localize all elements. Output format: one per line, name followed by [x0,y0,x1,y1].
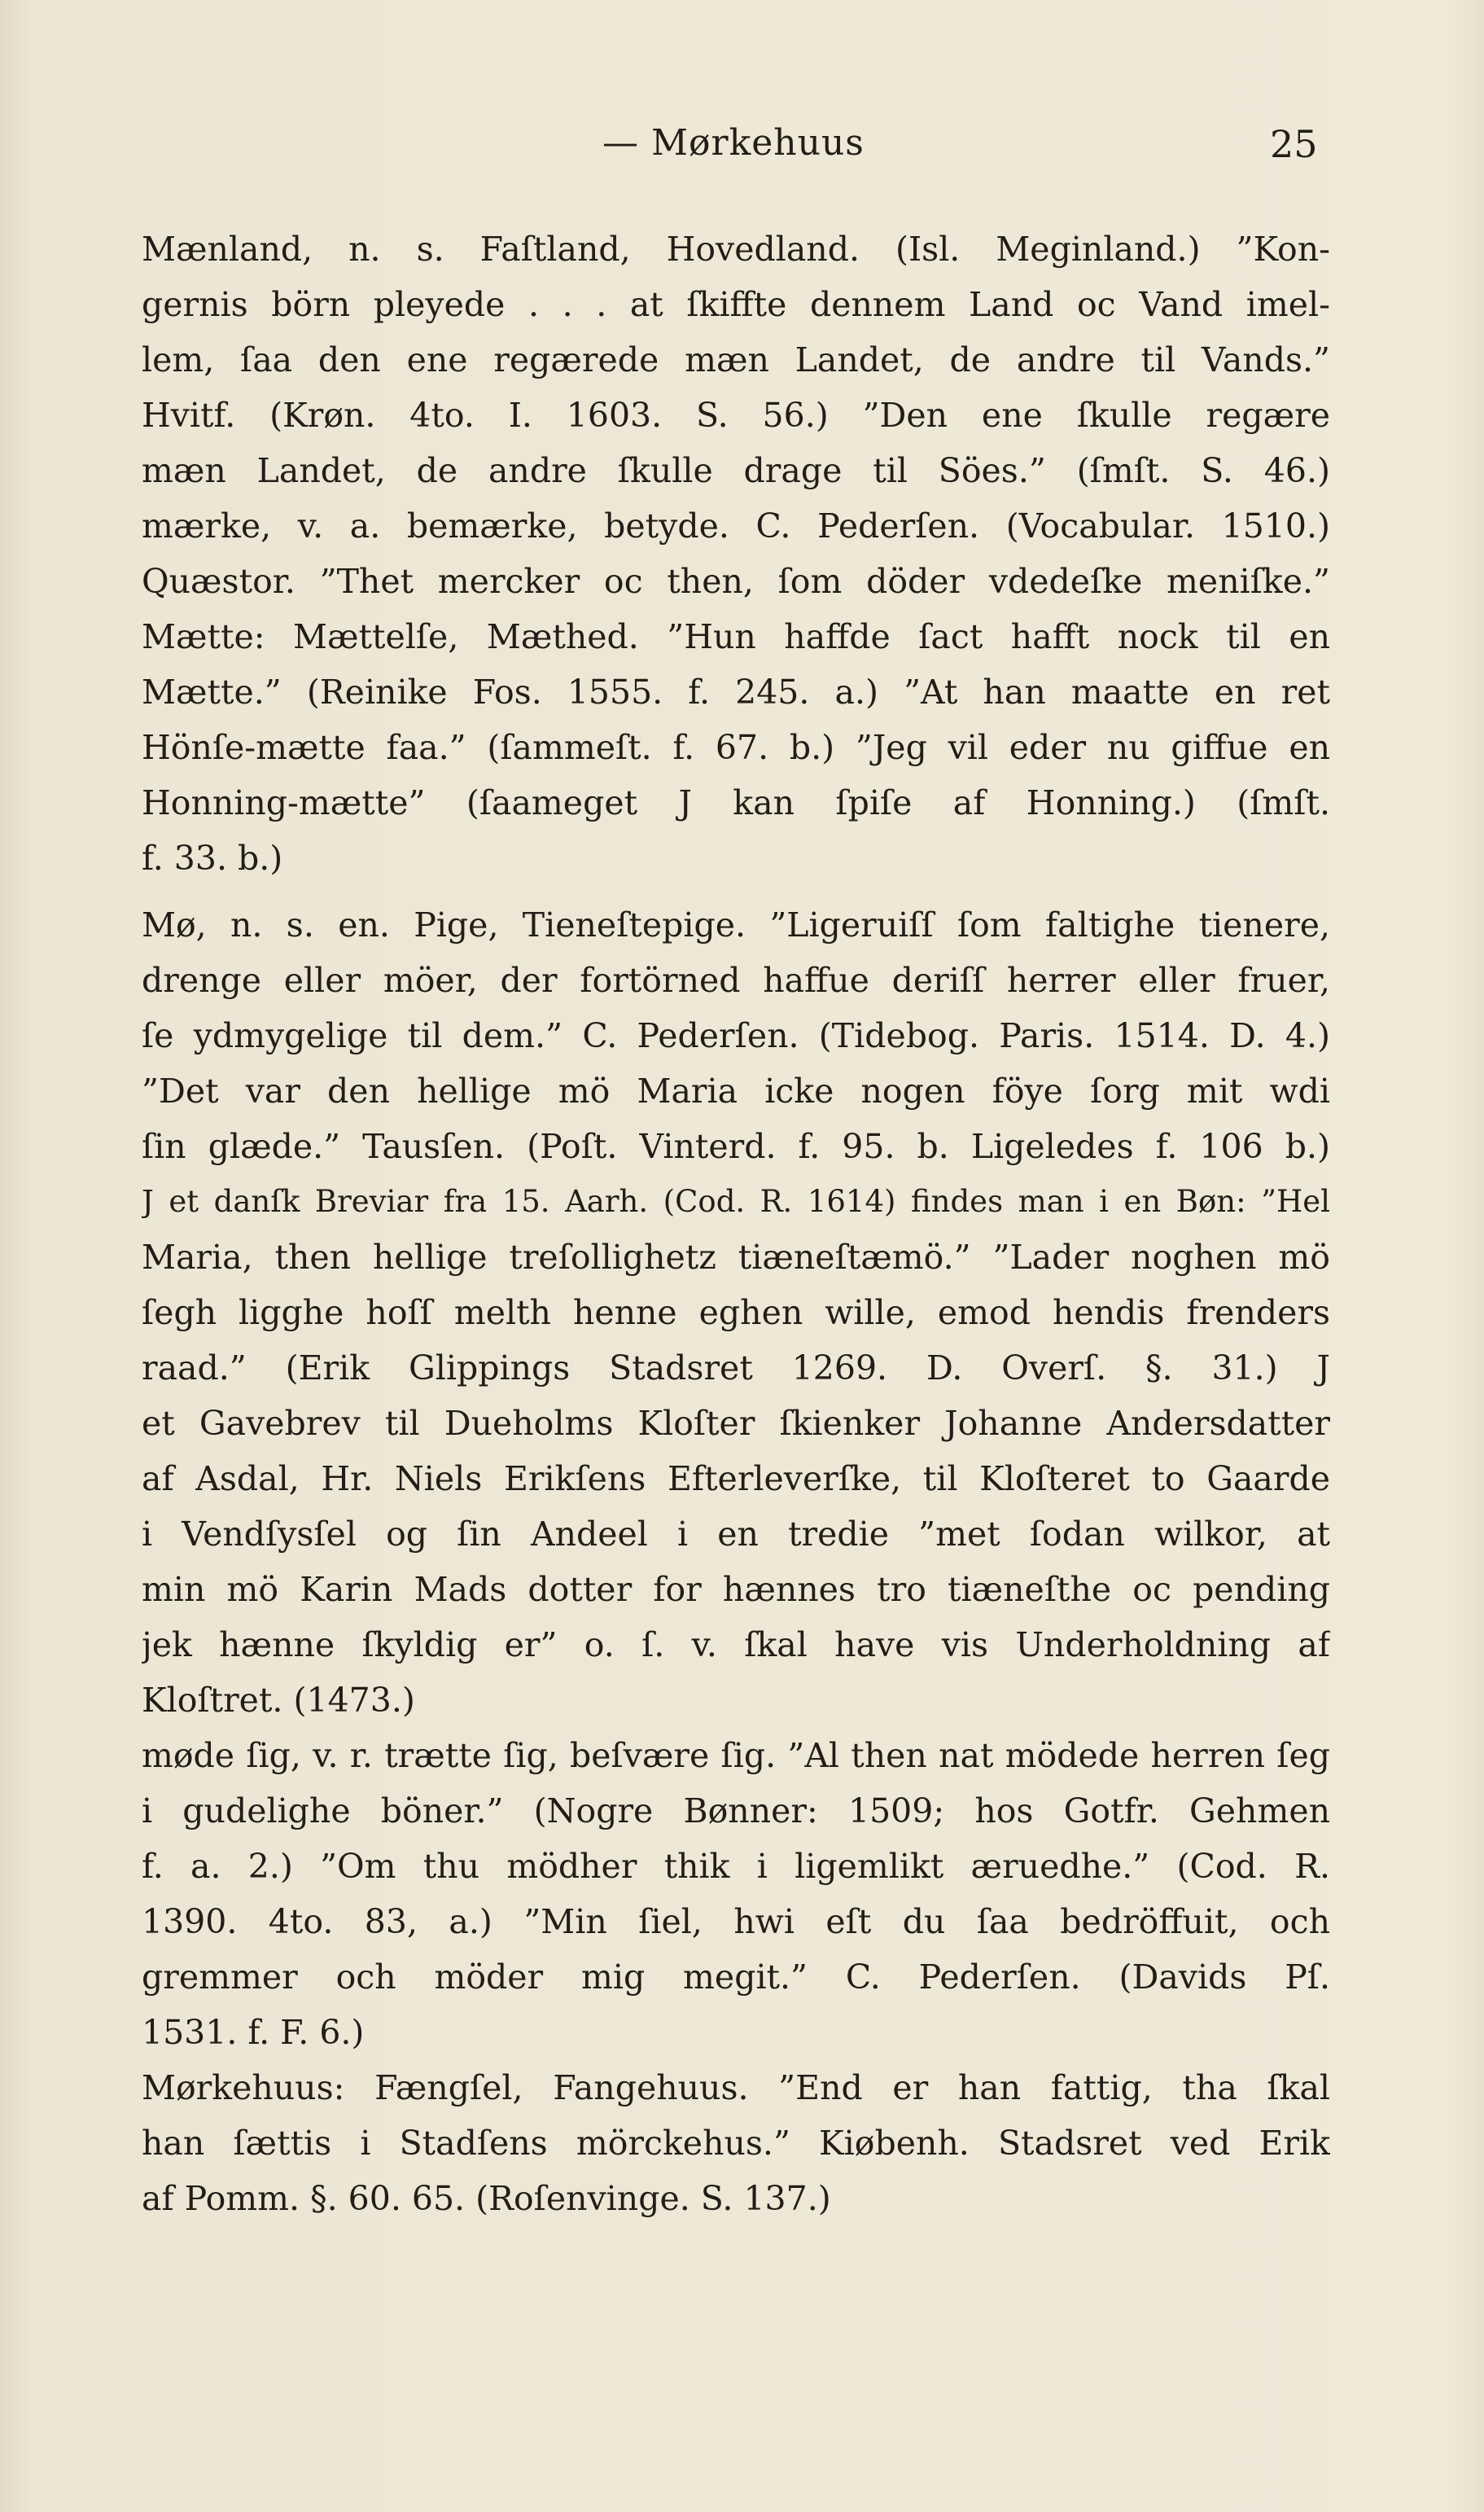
text-line: 1390. 4to. 83, a.) ”Min ſiel, hwi eſt du ſaa bedröffuit, och [142,1902,1330,1941]
running-head: — Mørkehuus [602,122,865,164]
text-line: lem, ſaa den ene regærede mæn Landet, de andre til Vands.” [142,340,1330,379]
text-line: ſe ydmygelige til dem.” C. Pederſen. (Tidebog. Paris. 1514. D. 4.) [142,1016,1330,1055]
text-line: Mænland, n. s. Faſtland, Hovedland. (Isl. Meginland.) ”Kon- [142,230,1330,269]
text-line: Kloſtret. (1473.) [142,1681,415,1720]
text-line: ”Det var den hellige mö Maria icke nogen föye ſorg mit wdi [142,1072,1330,1111]
text-line: af Asdal, Hr. Niels Erikſens Efterleverſke, til Kloſteret to Gaarde [142,1459,1330,1498]
text-line: i Vendſysſel og ſin Andeel i en tredie ”met ſodan wilkor, at [142,1515,1330,1554]
text-line: mærke, v. a. bemærke, betyde. C. Pederſen. (Vocabular. 1510.) [142,506,1330,546]
text-line: 1531. f. F. 6.) [142,2013,365,2052]
text-line: jek hænne ſkyldig er” o. ſ. v. ſkal have vis Underholdning af [142,1625,1330,1664]
page-header [0,122,1484,179]
text-line: J et danſk Breviar fra 15. Aarh. (Cod. R. 1614) findes man i en Bøn: ”Hel [142,1184,1330,1219]
text-line: et Gavebrev til Dueholms Kloſter ſkienker Johanne Andersdatter [142,1404,1330,1443]
text-line: gremmer och möder mig megit.” C. Pederſen. (Davids Pſ. [142,1957,1330,1997]
text-line: Hönſe-mætte faa.” (ſammeſt. f. 67. b.) ”Jeg vil eder nu giffue en [142,728,1330,767]
text-line: af Pomm. §. 60. 65. (Roſenvinge. S. 137.) [142,2179,831,2218]
text-line: ſin glæde.” Tausſen. (Poſt. Vinterd. f. 95. b. Ligeledes f. 106 b.) [142,1127,1330,1166]
text-line: raad.” (Erik Glippings Stadsret 1269. D. Overſ. §. 31.) J [142,1348,1330,1388]
text-line: min mö Karin Mads dotter for hænnes tro tiæneſthe oc pending [142,1570,1330,1609]
text-line: Mørkehuus: Fængſel, Fangehuus. ”End er han fattig, tha ſkal [142,2068,1330,2107]
text-line: drenge eller möer, der fortörned haffue deriſſ herrer eller fruer, [142,961,1330,1000]
text-line: f. a. 2.) ”Om thu mödher thik i ligemlikt æruedhe.” (Cod. R. [142,1847,1330,1886]
text-line: mæn Landet, de andre ſkulle drage til Söes.” (ſmſt. S. 46.) [142,451,1330,490]
text-line: Maria, then hellige treſollighetz tiæneſtæmö.” ”Lader noghen mö [142,1238,1330,1277]
text-line: han ſættis i Stadſens mörckehus.” Kiøbenh. Stadsret ved Erik [142,2124,1330,2163]
text-line: møde ſig, v. r. trætte ſig, beſvære ſig. ”Al then nat mödede herren ſeg [142,1736,1330,1775]
text-line: f. 33. b.) [142,839,283,878]
page-number: 25 [1270,122,1318,166]
text-line: i gudelighe böner.” (Nogre Bønner: 1509; hos Gotfr. Gehmen [142,1791,1330,1830]
text-line: Quæstor. ”Thet mercker oc then, ſom döder vdedeſke meniſke.” [142,562,1330,601]
text-line: Mætte: Mættelſe, Mæthed. ”Hun haffde ſact hafft nock til en [142,617,1330,656]
text-line: gernis börn pleyede . . . at ſkiffte dennem Land oc Vand imel- [142,285,1330,324]
text-line: Hvitf. (Krøn. 4to. I. 1603. S. 56.) ”Den ene ſkulle regære [142,396,1330,435]
text-line: Mø, n. s. en. Pige, Tieneſtepige. ”Ligeruiſſ ſom faltighe tienere, [142,905,1330,945]
text-line: ſegh ligghe hoſſ melth henne eghen wille, emod hendis frenders [142,1293,1330,1332]
text-line: Mætte.” (Reinike Fos. 1555. f. 245. a.) ”At han maatte en ret [142,673,1330,712]
text-line: Honning-mætte” (ſaameget J kan ſpiſe af Honning.) (ſmſt. [142,783,1330,822]
dictionary-text [142,221,1330,2226]
